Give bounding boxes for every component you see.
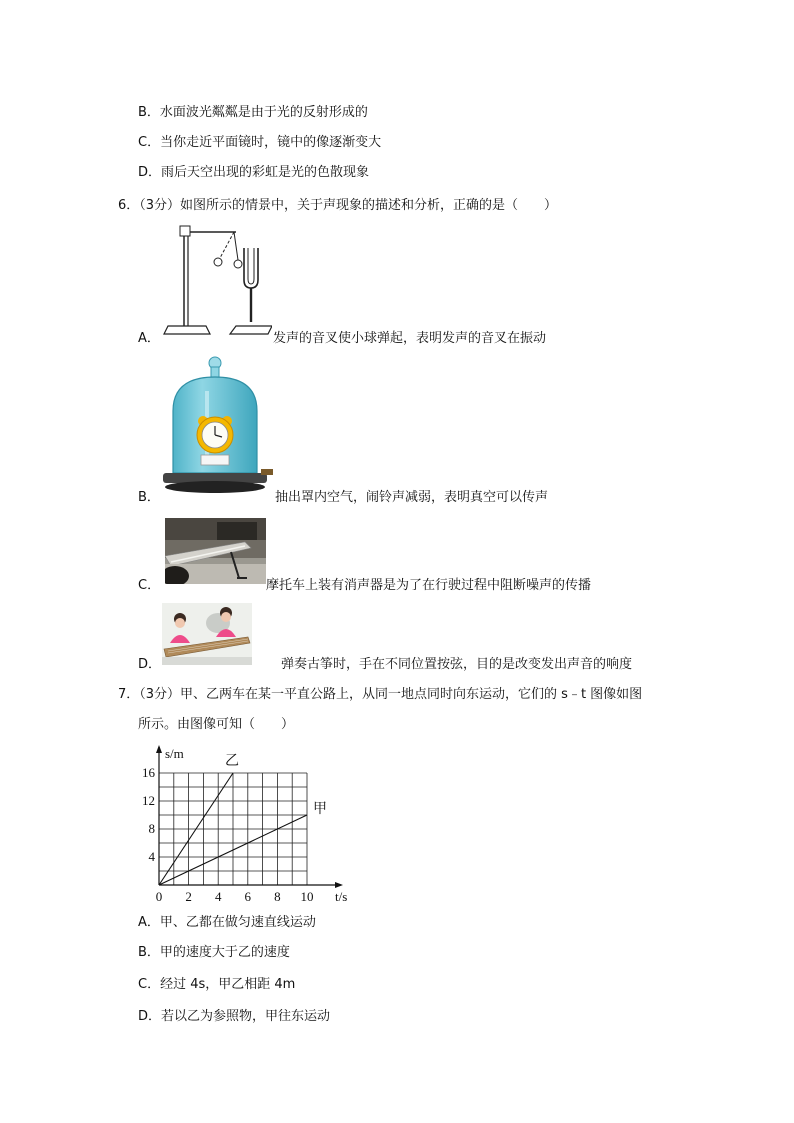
s-t-chart	[135, 745, 360, 905]
bell-jar-figure	[163, 355, 275, 497]
y-tick-label: 8	[148, 821, 155, 836]
q7-option-d: D．若以乙为参照物，甲往东运动	[138, 1009, 331, 1024]
q7-option-c: C．经过 4s，甲乙相距 4m	[138, 977, 296, 992]
y-axis-arrow	[156, 745, 162, 753]
q6-option-a-text: 发声的音叉使小球弹起，表明发声的音叉在振动	[273, 331, 547, 346]
q6-option-d-letter: D．	[138, 657, 162, 672]
x-tick-label: 10	[300, 889, 314, 904]
q7-stem-line1: 7．（3分）甲、乙两车在某一平直公路上，从同一地点同时向东运动，它们的 s﹣t 图像如图	[118, 687, 643, 702]
x-tick-label: 4	[214, 889, 222, 904]
x-axis-arrow	[335, 882, 343, 888]
guzheng-photo	[162, 603, 252, 665]
q6-option-a-letter: A．	[138, 331, 160, 346]
x-tick-label: 0	[155, 889, 163, 904]
x-tick-label: 8	[274, 889, 281, 904]
q6-option-b-text: 抽出罩内空气，闹铃声减弱，表明真空可以传声	[275, 490, 549, 505]
x-tick-label: 6	[244, 889, 252, 904]
y-tick-label: 12	[142, 793, 155, 808]
q6-option-c-text: 摩托车上装有消声器是为了在行驶过程中阻断噪声的传播	[266, 578, 592, 593]
x-axis-label: t/s	[335, 889, 348, 904]
y-tick-label: 4	[148, 849, 155, 864]
tuning-fork-figure	[160, 222, 272, 340]
q7-stem-line2: 所示。由图像可知（ ）	[138, 717, 295, 732]
chart-ticks	[142, 746, 347, 904]
q5-option-b: B．水面波光粼粼是由于光的反射形成的	[138, 105, 368, 120]
chart-series	[159, 752, 327, 885]
series-label-1: 甲	[313, 800, 327, 816]
q6-option-b-letter: B．	[138, 490, 160, 505]
q7-option-a: A．甲、乙都在做匀速直线运动	[138, 915, 316, 930]
q5-option-d: D．雨后天空出现的彩虹是光的色散现象	[138, 165, 370, 180]
x-tick-label: 2	[185, 889, 192, 904]
chart-grid	[159, 773, 307, 885]
motorcycle-muffler-photo	[165, 518, 266, 584]
q6-stem: 6．（3分）如图所示的情景中，关于声现象的描述和分析，正确的是（ ）	[118, 198, 558, 213]
chart-axes	[156, 745, 343, 888]
q7-option-b: B．甲的速度大于乙的速度	[138, 945, 290, 960]
q6-option-c-letter: C．	[138, 578, 161, 593]
q6-option-d-text: 弹奏古筝时，手在不同位置按弦，目的是改变发出声音的响度	[281, 657, 633, 672]
y-axis-label: s/m	[165, 746, 184, 761]
y-tick-label: 16	[142, 765, 155, 780]
q5-option-c: C．当你走近平面镜时，镜中的像逐渐变大	[138, 135, 382, 150]
series-label-0: 乙	[225, 752, 239, 768]
